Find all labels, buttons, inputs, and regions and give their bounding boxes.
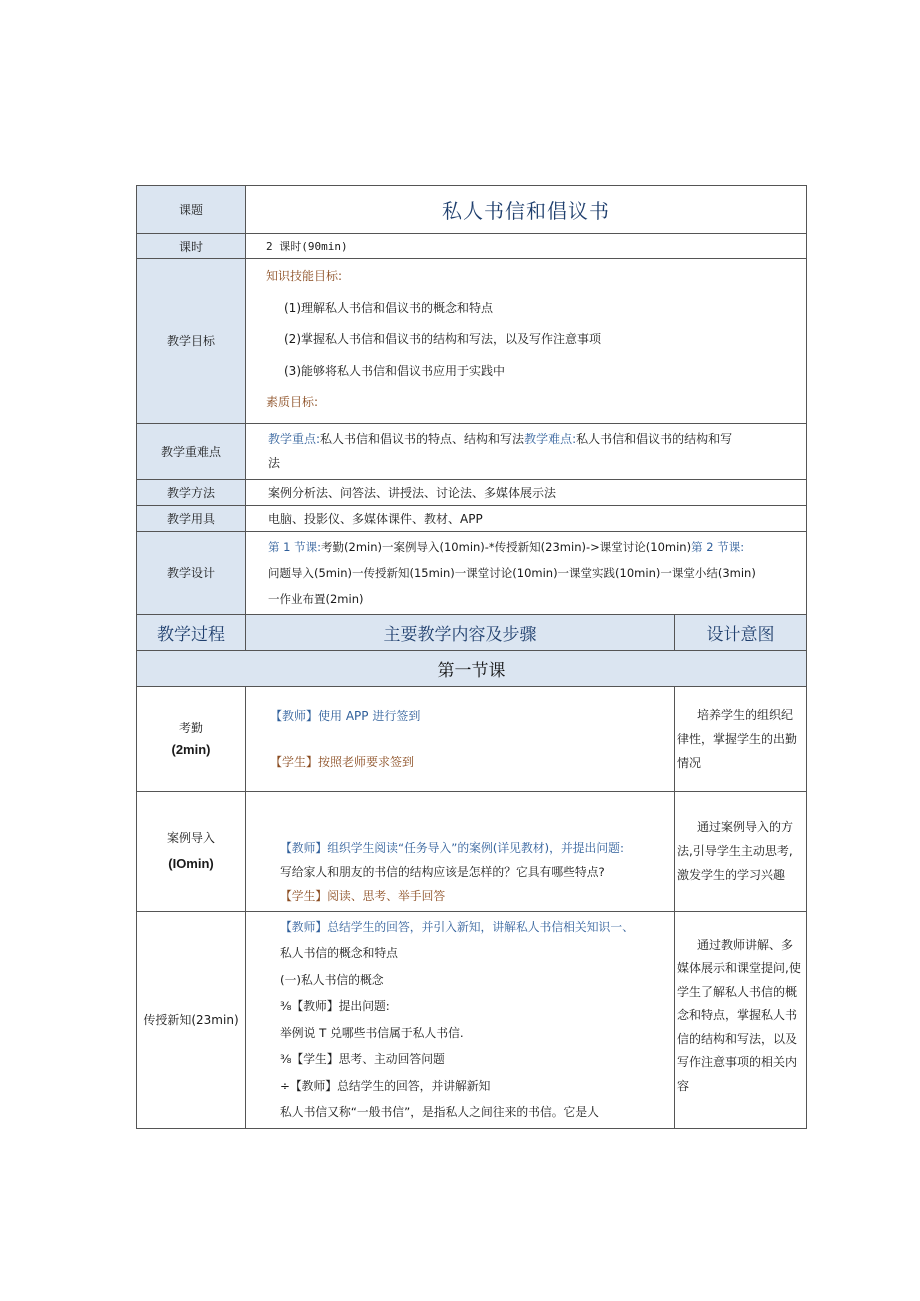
lesson2-flow-end: 一作业布置(2min) [268, 591, 364, 606]
hours-value: 2 课时(90min) [246, 234, 807, 259]
teach-line-7: ÷【教师】总结学生的回答，并讲解新知 [280, 1078, 491, 1093]
hours-label: 课时 [137, 234, 246, 259]
topic-label: 课题 [137, 186, 246, 234]
goals-cell [246, 259, 807, 424]
methods-label: 教学方法 [137, 479, 246, 505]
case-student-line: 【学生】阅读、思考、举手回答 [280, 889, 446, 903]
case-time: (IOmin) [168, 856, 214, 871]
attendance-step [137, 686, 246, 791]
case-question-line: 写给家人和朋友的书信的结构应该是怎样的？它具有哪些特点? [280, 865, 605, 879]
difficult-point-tail: 法 [268, 456, 281, 470]
attendance-student-text: 按照老师要求签到 [318, 754, 415, 769]
teach-content [246, 911, 675, 1128]
process-header: 教学过程 [137, 614, 246, 650]
teach-line-2: 私人书信的概念和特点 [280, 946, 398, 960]
case-step [137, 791, 246, 911]
attendance-name: 考勤 [178, 720, 203, 735]
attendance-teacher-text: 使用 APP 进行签到 [318, 708, 421, 723]
goal-item-1: (1)理解私人书信和倡议书的概念和特点 [284, 300, 493, 315]
attendance-intent: 培养学生的组织纪律性，掌握学生的出勤情况 [675, 686, 807, 791]
section-title: 第一节课 [137, 650, 807, 686]
attendance-content [246, 686, 675, 791]
difficult-point-tag: 教学难点: [524, 432, 577, 446]
difficult-point-text: 私人书信和倡议书的结构和写 [576, 432, 733, 446]
teach-line-4: ⅜【教师】提出问题: [280, 999, 390, 1013]
teach-step [137, 911, 246, 1128]
lesson1-flow: 考勤(2min)一案例导入(10min)-*传授新知(23min)->课堂讨论(10min) [321, 539, 692, 554]
teach-name: 传授新知(23min) [143, 1013, 239, 1027]
key-point-tag: 教学重点: [268, 432, 321, 446]
methods-value: 案例分析法、问答法、讲授法、讨论法、多媒体展示法 [246, 479, 807, 505]
teach-line-8: 私人书信又称“一般书信”，是指私人之间往来的书信。它是人 [280, 1105, 599, 1119]
goal-item-2: (2)掌握私人书信和倡议书的结构和写法，以及写作注意事项 [284, 332, 602, 346]
lesson2-tag: 第 2 节课: [691, 539, 745, 554]
case-name: 案例导入 [166, 831, 215, 845]
design-cell [246, 531, 807, 614]
goal-item-3: (3)能够将私人书信和倡议书应用于实践中 [284, 363, 505, 378]
design-label: 教学设计 [137, 531, 246, 614]
quality-goal-heading: 素质目标: [266, 395, 319, 409]
key-point-text: 私人书信和倡议书的特点、结构和写法 [320, 432, 525, 446]
key-points-label: 教学重难点 [137, 423, 246, 479]
teach-line-5: 举例说 T 兑哪些书信属于私人书信. [280, 1025, 464, 1040]
case-teacher-line: 【教师】组织学生阅读“任务导入”的案例(详见教材)，并提出问题: [280, 841, 624, 855]
content-header: 主要教学内容及步骤 [246, 614, 675, 650]
teach-line-3: (一)私人书信的概念 [280, 972, 384, 987]
attendance-student-tag: 【学生】 [270, 754, 319, 769]
teach-intent: 通过教师讲解、多媒体展示和课堂提问,使学生了解私人书信的概念和特点，掌握私人书信的结构和写法，以及写作注意事项的相关内容 [675, 911, 807, 1128]
teach-line-6: ⅜【学生】思考、主动回答问题 [280, 1052, 445, 1066]
tools-value: 电脑、投影仪、多媒体课件、教材、APP [246, 505, 807, 531]
lesson2-flow: 问题导入(5min)一传授新知(15min)一课堂讨论(10min)一课堂实践(10min)一课堂小结(3min) [268, 565, 756, 580]
teach-teacher-line: 【教师】总结学生的回答，并引入新知，讲解私人书信相关知识一、 [280, 919, 634, 934]
lesson1-tag: 第 1 节课: [268, 539, 322, 554]
case-intent: 通过案例导入的方法,引导学生主动思考,激发学生的学习兴趣 [675, 791, 807, 911]
topic-title: 私人书信和倡议书 [246, 186, 807, 234]
knowledge-goal-heading: 知识技能目标: [266, 269, 343, 283]
attendance-teacher-tag: 【教师】 [270, 708, 319, 723]
attendance-time: (2min) [171, 741, 211, 757]
goals-label: 教学目标 [137, 259, 246, 424]
case-content [246, 791, 675, 911]
lesson-plan-table [136, 185, 806, 1129]
intent-header: 设计意图 [675, 614, 807, 650]
key-points-cell [246, 423, 807, 479]
tools-label: 教学用具 [137, 505, 246, 531]
